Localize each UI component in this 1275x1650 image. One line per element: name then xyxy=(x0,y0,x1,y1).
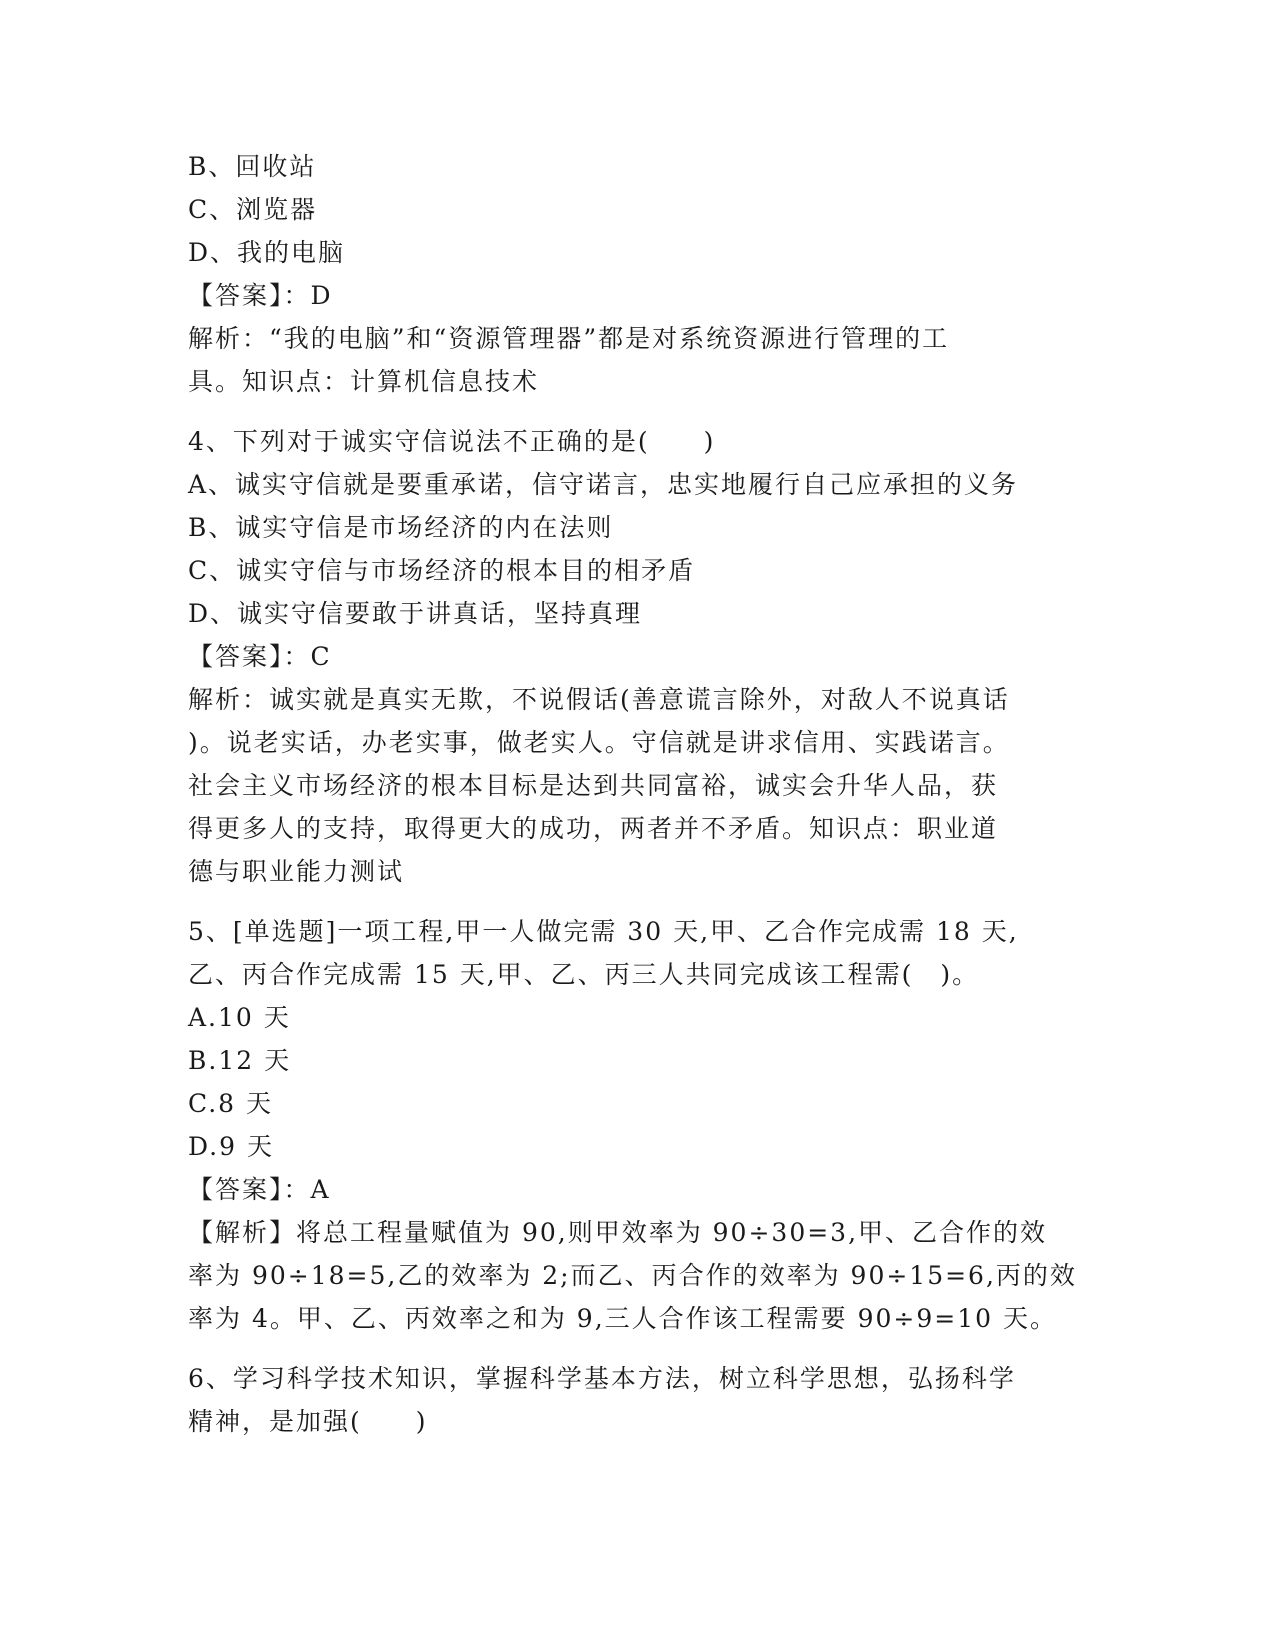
analysis-line: 具。知识点：计算机信息技术 xyxy=(188,367,540,396)
analysis-line: 率为 4。甲、乙、丙效率之和为 9,三人合作该工程需要 90÷9=10 天。 xyxy=(188,1304,1057,1333)
analysis-line: 德与职业能力测试 xyxy=(188,857,405,886)
document-content xyxy=(188,145,1088,1443)
question-spacer xyxy=(188,403,1088,420)
question-text: 乙、丙合作完成需 15 天,甲、乙、丙三人共同完成该工程需( )。 xyxy=(188,960,980,989)
option-c: C、诚实守信与市场经济的根本目的相矛盾 xyxy=(188,556,696,585)
analysis-line: 解析：“我的电脑”和“资源管理器”都是对系统资源进行管理的工 xyxy=(188,324,950,353)
analysis-line: 率为 90÷18=5,乙的效率为 2;而乙、丙合作的效率为 90÷15=6,丙的效 xyxy=(188,1261,1077,1290)
question-text: 精神，是加强( ) xyxy=(188,1407,428,1436)
question-text: 6、学习科学技术知识，掌握科学基本方法，树立科学思想，弘扬科学 xyxy=(188,1364,1016,1393)
answer-label: 【答案】：D xyxy=(188,281,333,310)
option-d: D、诚实守信要敢于讲真话，坚持真理 xyxy=(188,599,643,628)
answer-label: 【答案】：A xyxy=(188,1175,331,1204)
option-b: B、回收站 xyxy=(188,152,317,181)
question-text: 4、下列对于诚实守信说法不正确的是( ) xyxy=(188,427,716,456)
question-text: 5、[单选题]一项工程,甲一人做完需 30 天,甲、乙合作完成需 18 天, xyxy=(188,917,1019,946)
analysis-line: 【解析】将总工程量赋值为 90,则甲效率为 90÷30=3,甲、乙合作的效 xyxy=(188,1218,1048,1247)
analysis-line: )。说老实话，办老实事，做老实人。守信就是讲求信用、实践诺言。 xyxy=(188,728,1010,757)
analysis-line: 得更多人的支持，取得更大的成功，两者并不矛盾。知识点：职业道 xyxy=(188,814,999,843)
option-b: B.12 天 xyxy=(188,1046,292,1075)
analysis-line: 解析：诚实就是真实无欺，不说假话(善意谎言除外，对敌人不说真话 xyxy=(188,685,1010,714)
option-c: C、浏览器 xyxy=(188,195,318,224)
question-spacer xyxy=(188,893,1088,910)
question-spacer xyxy=(188,1340,1088,1357)
option-b: B、诚实守信是市场经济的内在法则 xyxy=(188,513,614,542)
answer-label: 【答案】：C xyxy=(188,642,332,671)
option-a: A.10 天 xyxy=(188,1003,291,1032)
option-c: C.8 天 xyxy=(188,1089,274,1118)
analysis-line: 社会主义市场经济的根本目标是达到共同富裕，诚实会升华人品，获 xyxy=(188,771,999,800)
option-d: D、我的电脑 xyxy=(188,238,346,267)
option-a: A、诚实守信就是要重承诺，信守诺言，忠实地履行自己应承担的义务 xyxy=(188,470,1019,499)
option-d: D.9 天 xyxy=(188,1132,274,1161)
